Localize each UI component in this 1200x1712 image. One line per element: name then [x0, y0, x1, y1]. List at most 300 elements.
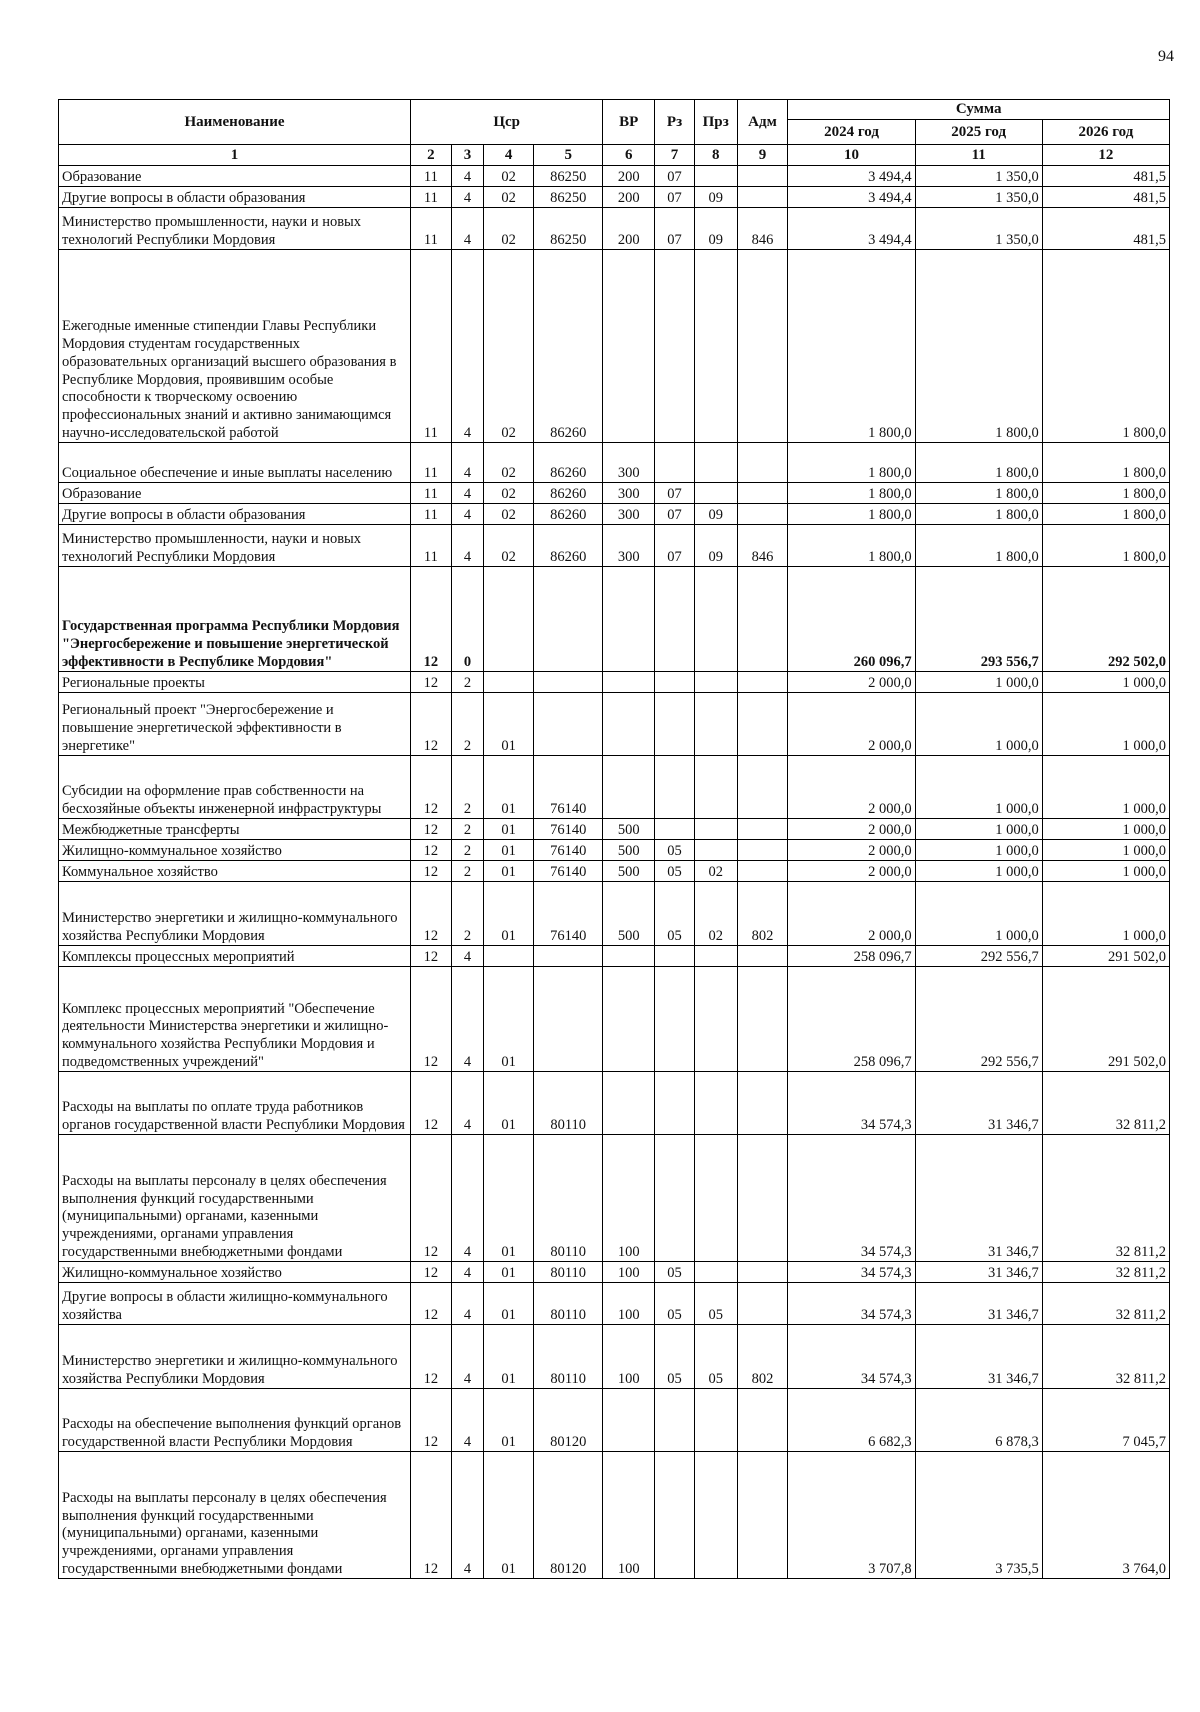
cell-prz — [694, 250, 737, 443]
cell-rz — [655, 672, 695, 693]
cell-sum-2026: 1 800,0 — [1042, 525, 1169, 567]
cell-csr-direction: 86250 — [534, 166, 603, 187]
cell-csr-group: 02 — [484, 166, 534, 187]
cell-csr-group: 01 — [484, 967, 534, 1072]
table-row — [59, 819, 1170, 840]
header-vr: ВР — [603, 100, 655, 145]
cell-csr-direction — [534, 567, 603, 672]
cell-csr-program: 11 — [411, 166, 452, 187]
cell-name: Ежегодные именные стипендии Главы Республики Мордовия студентам государственных образовательных организаций высшего образования в Республике Мордовия, проявившим особые способности к творческому освоению профессиональных знаний и активно занимающимся научно-исследовательской работой — [59, 250, 411, 443]
cell-csr-program: 11 — [411, 443, 452, 483]
cell-prz — [694, 946, 737, 967]
cell-csr-program: 12 — [411, 1452, 452, 1579]
cell-csr-direction: 86250 — [534, 208, 603, 250]
cell-csr-group: 01 — [484, 1452, 534, 1579]
cell-sum-2025: 1 800,0 — [915, 443, 1042, 483]
cell-csr-group: 02 — [484, 504, 534, 525]
cell-csr-program: 11 — [411, 483, 452, 504]
cell-prz: 02 — [694, 882, 737, 946]
cell-sum-2026: 291 502,0 — [1042, 967, 1169, 1072]
cell-sum-2026: 32 811,2 — [1042, 1262, 1169, 1283]
cell-sum-2025: 292 556,7 — [915, 967, 1042, 1072]
col-num-11: 11 — [915, 145, 1042, 166]
table-row — [59, 504, 1170, 525]
cell-sum-2025: 1 350,0 — [915, 187, 1042, 208]
cell-csr-type: 2 — [451, 819, 484, 840]
cell-rz: 07 — [655, 208, 695, 250]
cell-csr-direction: 86250 — [534, 187, 603, 208]
cell-sum-2025: 1 000,0 — [915, 840, 1042, 861]
cell-adm — [737, 567, 788, 672]
cell-csr-type: 4 — [451, 483, 484, 504]
cell-vr: 200 — [603, 166, 655, 187]
cell-vr — [603, 693, 655, 756]
cell-sum-2026: 1 800,0 — [1042, 483, 1169, 504]
cell-rz: 05 — [655, 1325, 695, 1389]
cell-adm — [737, 693, 788, 756]
cell-sum-2024: 2 000,0 — [788, 756, 915, 819]
cell-csr-direction: 80110 — [534, 1135, 603, 1262]
cell-sum-2025: 31 346,7 — [915, 1072, 1042, 1135]
cell-sum-2026: 1 800,0 — [1042, 504, 1169, 525]
cell-sum-2024: 2 000,0 — [788, 693, 915, 756]
cell-prz — [694, 1135, 737, 1262]
cell-adm — [737, 840, 788, 861]
table-row — [59, 693, 1170, 756]
cell-csr-direction: 86260 — [534, 525, 603, 567]
cell-csr-type: 4 — [451, 1072, 484, 1135]
cell-sum-2024: 34 574,3 — [788, 1262, 915, 1283]
cell-sum-2024: 260 096,7 — [788, 567, 915, 672]
table-row — [59, 882, 1170, 946]
page-number: 94 — [1158, 48, 1174, 65]
cell-name: Другие вопросы в области жилищно-коммунального хозяйства — [59, 1283, 411, 1325]
cell-sum-2025: 293 556,7 — [915, 567, 1042, 672]
cell-adm — [737, 166, 788, 187]
table-row — [59, 208, 1170, 250]
cell-sum-2025: 1 000,0 — [915, 882, 1042, 946]
cell-vr — [603, 1389, 655, 1452]
cell-csr-direction: 86260 — [534, 443, 603, 483]
cell-adm — [737, 861, 788, 882]
cell-rz — [655, 693, 695, 756]
cell-csr-program: 12 — [411, 1135, 452, 1262]
cell-csr-type: 4 — [451, 1262, 484, 1283]
cell-adm — [737, 1135, 788, 1262]
cell-csr-group — [484, 672, 534, 693]
cell-rz: 05 — [655, 1262, 695, 1283]
cell-csr-direction: 80110 — [534, 1262, 603, 1283]
budget-table — [58, 99, 1170, 1579]
cell-prz — [694, 672, 737, 693]
cell-sum-2024: 1 800,0 — [788, 443, 915, 483]
cell-sum-2024: 3 494,4 — [788, 208, 915, 250]
cell-adm — [737, 819, 788, 840]
cell-adm — [737, 1389, 788, 1452]
cell-adm — [737, 1283, 788, 1325]
cell-csr-type: 4 — [451, 166, 484, 187]
cell-vr: 100 — [603, 1283, 655, 1325]
cell-csr-group: 01 — [484, 1283, 534, 1325]
cell-name: Субсидии на оформление прав собственности на бесхозяйные объекты инженерной инфраструктуры — [59, 756, 411, 819]
cell-csr-program: 11 — [411, 208, 452, 250]
cell-sum-2026: 292 502,0 — [1042, 567, 1169, 672]
cell-name: Жилищно-коммунальное хозяйство — [59, 840, 411, 861]
cell-sum-2026: 1 000,0 — [1042, 672, 1169, 693]
cell-csr-group: 02 — [484, 208, 534, 250]
cell-sum-2024: 3 707,8 — [788, 1452, 915, 1579]
cell-adm — [737, 187, 788, 208]
cell-csr-type: 2 — [451, 882, 484, 946]
cell-name: Региональный проект "Энергосбережение и повышение энергетической эффективности в энергетике" — [59, 693, 411, 756]
cell-sum-2026: 1 800,0 — [1042, 443, 1169, 483]
col-num-10: 10 — [788, 145, 915, 166]
cell-csr-group: 02 — [484, 187, 534, 208]
cell-csr-group: 01 — [484, 882, 534, 946]
table-row — [59, 250, 1170, 443]
table-row — [59, 443, 1170, 483]
cell-sum-2025: 1 000,0 — [915, 756, 1042, 819]
cell-sum-2026: 1 800,0 — [1042, 250, 1169, 443]
cell-name: Расходы на выплаты персоналу в целях обеспечения выполнения функций государственными (муниципальными) органами, казенными учреждениями, органами управления государственными внебюджетными фондами — [59, 1452, 411, 1579]
cell-csr-type: 4 — [451, 967, 484, 1072]
cell-name: Региональные проекты — [59, 672, 411, 693]
cell-csr-direction: 80120 — [534, 1389, 603, 1452]
cell-sum-2025: 1 000,0 — [915, 672, 1042, 693]
cell-rz: 05 — [655, 882, 695, 946]
cell-csr-program: 12 — [411, 1262, 452, 1283]
cell-csr-type: 4 — [451, 443, 484, 483]
cell-rz — [655, 443, 695, 483]
cell-name: Другие вопросы в области образования — [59, 187, 411, 208]
table-row — [59, 967, 1170, 1072]
table-row — [59, 166, 1170, 187]
cell-csr-program: 12 — [411, 693, 452, 756]
cell-sum-2025: 292 556,7 — [915, 946, 1042, 967]
cell-rz — [655, 1135, 695, 1262]
cell-prz: 05 — [694, 1325, 737, 1389]
cell-csr-direction: 80110 — [534, 1325, 603, 1389]
cell-vr — [603, 250, 655, 443]
cell-csr-type: 4 — [451, 946, 484, 967]
cell-prz — [694, 443, 737, 483]
col-num-12: 12 — [1042, 145, 1169, 166]
cell-prz — [694, 1072, 737, 1135]
col-num-8: 8 — [694, 145, 737, 166]
cell-csr-direction: 86260 — [534, 250, 603, 443]
cell-sum-2024: 34 574,3 — [788, 1283, 915, 1325]
table-row — [59, 1325, 1170, 1389]
cell-sum-2024: 2 000,0 — [788, 882, 915, 946]
cell-sum-2024: 3 494,4 — [788, 187, 915, 208]
cell-sum-2024: 1 800,0 — [788, 525, 915, 567]
cell-csr-direction — [534, 967, 603, 1072]
header-name: Наименование — [59, 100, 411, 145]
cell-sum-2024: 2 000,0 — [788, 861, 915, 882]
col-num-1: 1 — [59, 145, 411, 166]
table-row — [59, 756, 1170, 819]
cell-prz: 05 — [694, 1283, 737, 1325]
cell-vr: 300 — [603, 525, 655, 567]
cell-name: Министерство промышленности, науки и новых технологий Республики Мордовия — [59, 525, 411, 567]
cell-vr: 100 — [603, 1452, 655, 1579]
header-adm: Адм — [737, 100, 788, 145]
cell-sum-2025: 6 878,3 — [915, 1389, 1042, 1452]
cell-csr-type: 4 — [451, 1452, 484, 1579]
col-num-4: 4 — [484, 145, 534, 166]
cell-csr-direction: 76140 — [534, 861, 603, 882]
cell-prz — [694, 840, 737, 861]
cell-adm — [737, 756, 788, 819]
cell-csr-group: 01 — [484, 693, 534, 756]
cell-name: Другие вопросы в области образования — [59, 504, 411, 525]
cell-csr-program: 12 — [411, 861, 452, 882]
header-2026: 2026 год — [1042, 120, 1169, 145]
cell-sum-2025: 1 350,0 — [915, 208, 1042, 250]
cell-sum-2024: 2 000,0 — [788, 840, 915, 861]
cell-sum-2026: 1 000,0 — [1042, 693, 1169, 756]
cell-name: Межбюджетные трансферты — [59, 819, 411, 840]
cell-prz — [694, 567, 737, 672]
cell-sum-2024: 2 000,0 — [788, 819, 915, 840]
cell-csr-group: 02 — [484, 525, 534, 567]
cell-csr-program: 12 — [411, 946, 452, 967]
cell-rz — [655, 967, 695, 1072]
cell-prz — [694, 756, 737, 819]
cell-csr-group — [484, 567, 534, 672]
cell-vr: 500 — [603, 882, 655, 946]
cell-rz — [655, 946, 695, 967]
cell-name: Государственная программа Республики Мордовия "Энергосбережение и повышение энергетической эффективности в Республике Мордовия" — [59, 567, 411, 672]
cell-csr-program: 12 — [411, 1325, 452, 1389]
cell-csr-group: 01 — [484, 1389, 534, 1452]
cell-csr-program: 12 — [411, 967, 452, 1072]
cell-vr: 500 — [603, 819, 655, 840]
cell-csr-program: 12 — [411, 882, 452, 946]
cell-sum-2025: 3 735,5 — [915, 1452, 1042, 1579]
cell-sum-2026: 32 811,2 — [1042, 1325, 1169, 1389]
table-body — [59, 166, 1170, 1579]
cell-sum-2024: 34 574,3 — [788, 1325, 915, 1389]
cell-rz: 07 — [655, 166, 695, 187]
cell-adm — [737, 443, 788, 483]
cell-sum-2024: 1 800,0 — [788, 250, 915, 443]
cell-csr-group: 02 — [484, 483, 534, 504]
cell-adm: 846 — [737, 208, 788, 250]
cell-adm — [737, 250, 788, 443]
header-2024: 2024 год — [788, 120, 915, 145]
cell-csr-program: 11 — [411, 187, 452, 208]
table-row — [59, 187, 1170, 208]
cell-csr-type: 4 — [451, 504, 484, 525]
table-row — [59, 1262, 1170, 1283]
cell-csr-group: 01 — [484, 1135, 534, 1262]
cell-adm — [737, 946, 788, 967]
cell-csr-group — [484, 946, 534, 967]
cell-csr-program: 12 — [411, 672, 452, 693]
cell-sum-2025: 1 000,0 — [915, 861, 1042, 882]
cell-sum-2026: 1 000,0 — [1042, 756, 1169, 819]
cell-csr-program: 12 — [411, 1072, 452, 1135]
cell-name: Расходы на выплаты персоналу в целях обеспечения выполнения функций государственными (муниципальными) органами, казенными учреждениями, органами управления государственными внебюджетными фондами — [59, 1135, 411, 1262]
cell-name: Жилищно-коммунальное хозяйство — [59, 1262, 411, 1283]
cell-prz — [694, 1452, 737, 1579]
cell-csr-type: 4 — [451, 250, 484, 443]
cell-csr-group: 01 — [484, 756, 534, 819]
cell-prz — [694, 166, 737, 187]
cell-prz — [694, 1262, 737, 1283]
cell-sum-2025: 31 346,7 — [915, 1325, 1042, 1389]
cell-csr-group: 01 — [484, 1262, 534, 1283]
cell-sum-2024: 2 000,0 — [788, 672, 915, 693]
cell-rz — [655, 567, 695, 672]
header-prz: Прз — [694, 100, 737, 145]
cell-sum-2024: 6 682,3 — [788, 1389, 915, 1452]
cell-vr — [603, 967, 655, 1072]
cell-csr-type: 2 — [451, 840, 484, 861]
cell-adm — [737, 1452, 788, 1579]
cell-rz — [655, 756, 695, 819]
cell-name: Социальное обеспечение и иные выплаты населению — [59, 443, 411, 483]
col-num-6: 6 — [603, 145, 655, 166]
cell-sum-2024: 34 574,3 — [788, 1072, 915, 1135]
cell-csr-program: 11 — [411, 504, 452, 525]
cell-csr-program: 12 — [411, 1283, 452, 1325]
cell-sum-2026: 1 000,0 — [1042, 819, 1169, 840]
col-num-2: 2 — [411, 145, 452, 166]
cell-csr-type: 0 — [451, 567, 484, 672]
cell-prz — [694, 483, 737, 504]
cell-rz: 05 — [655, 840, 695, 861]
cell-csr-type: 4 — [451, 1135, 484, 1262]
cell-csr-group: 01 — [484, 840, 534, 861]
cell-name: Расходы на выплаты по оплате труда работников органов государственной власти Республики Мордовия — [59, 1072, 411, 1135]
cell-rz: 07 — [655, 525, 695, 567]
table-row — [59, 1389, 1170, 1452]
cell-vr — [603, 756, 655, 819]
cell-sum-2025: 1 800,0 — [915, 483, 1042, 504]
cell-vr: 100 — [603, 1325, 655, 1389]
table-row — [59, 567, 1170, 672]
cell-name: Министерство энергетики и жилищно-коммунального хозяйства Республики Мордовия — [59, 882, 411, 946]
cell-name: Министерство энергетики и жилищно-коммунального хозяйства Республики Мордовия — [59, 1325, 411, 1389]
cell-sum-2024: 1 800,0 — [788, 483, 915, 504]
cell-csr-direction: 76140 — [534, 840, 603, 861]
cell-adm — [737, 504, 788, 525]
table-row — [59, 1072, 1170, 1135]
cell-sum-2026: 32 811,2 — [1042, 1135, 1169, 1262]
cell-sum-2025: 31 346,7 — [915, 1283, 1042, 1325]
cell-vr: 500 — [603, 861, 655, 882]
cell-rz: 07 — [655, 504, 695, 525]
cell-sum-2024: 3 494,4 — [788, 166, 915, 187]
col-num-5: 5 — [534, 145, 603, 166]
cell-prz: 09 — [694, 504, 737, 525]
cell-csr-group: 02 — [484, 443, 534, 483]
cell-adm: 802 — [737, 1325, 788, 1389]
cell-rz — [655, 1452, 695, 1579]
cell-vr: 500 — [603, 840, 655, 861]
cell-csr-type: 4 — [451, 1389, 484, 1452]
cell-vr — [603, 672, 655, 693]
col-num-9: 9 — [737, 145, 788, 166]
header-csr: Цср — [411, 100, 603, 145]
cell-vr: 300 — [603, 483, 655, 504]
cell-prz — [694, 1389, 737, 1452]
table-row — [59, 672, 1170, 693]
cell-csr-group: 02 — [484, 250, 534, 443]
table-row — [59, 525, 1170, 567]
cell-csr-type: 2 — [451, 861, 484, 882]
cell-sum-2025: 31 346,7 — [915, 1262, 1042, 1283]
cell-sum-2024: 34 574,3 — [788, 1135, 915, 1262]
cell-rz — [655, 250, 695, 443]
cell-rz: 07 — [655, 187, 695, 208]
cell-csr-type: 4 — [451, 208, 484, 250]
cell-csr-group: 01 — [484, 861, 534, 882]
header-2025: 2025 год — [915, 120, 1042, 145]
cell-adm — [737, 967, 788, 1072]
cell-sum-2024: 258 096,7 — [788, 946, 915, 967]
cell-sum-2026: 32 811,2 — [1042, 1072, 1169, 1135]
cell-vr — [603, 946, 655, 967]
cell-csr-direction — [534, 946, 603, 967]
cell-csr-direction: 80110 — [534, 1283, 603, 1325]
cell-csr-direction: 86260 — [534, 504, 603, 525]
cell-sum-2025: 1 800,0 — [915, 525, 1042, 567]
table-row — [59, 861, 1170, 882]
cell-csr-program: 11 — [411, 525, 452, 567]
cell-csr-group: 01 — [484, 819, 534, 840]
table-row — [59, 1135, 1170, 1262]
header-rz: Рз — [655, 100, 695, 145]
cell-csr-program: 12 — [411, 840, 452, 861]
cell-sum-2025: 31 346,7 — [915, 1135, 1042, 1262]
cell-sum-2024: 258 096,7 — [788, 967, 915, 1072]
cell-csr-group: 01 — [484, 1325, 534, 1389]
cell-csr-direction — [534, 672, 603, 693]
cell-csr-group: 01 — [484, 1072, 534, 1135]
cell-csr-direction: 80120 — [534, 1452, 603, 1579]
cell-rz — [655, 819, 695, 840]
cell-sum-2025: 1 800,0 — [915, 504, 1042, 525]
cell-prz: 02 — [694, 861, 737, 882]
cell-name: Комплекс процессных мероприятий "Обеспечение деятельности Министерства энергетики и жилищно-коммунального хозяйства Республики Мордовия и подведомственных учреждений" — [59, 967, 411, 1072]
cell-csr-type: 4 — [451, 525, 484, 567]
cell-sum-2025: 1 350,0 — [915, 166, 1042, 187]
cell-name: Образование — [59, 483, 411, 504]
cell-adm — [737, 1262, 788, 1283]
col-num-3: 3 — [451, 145, 484, 166]
cell-csr-direction: 76140 — [534, 756, 603, 819]
cell-sum-2025: 1 000,0 — [915, 819, 1042, 840]
cell-csr-direction: 80110 — [534, 1072, 603, 1135]
cell-vr: 200 — [603, 187, 655, 208]
cell-vr: 100 — [603, 1262, 655, 1283]
cell-adm: 802 — [737, 882, 788, 946]
cell-csr-program: 12 — [411, 756, 452, 819]
table-row — [59, 840, 1170, 861]
cell-prz — [694, 967, 737, 1072]
cell-sum-2025: 1 800,0 — [915, 250, 1042, 443]
cell-rz: 05 — [655, 1283, 695, 1325]
cell-prz: 09 — [694, 187, 737, 208]
cell-sum-2026: 481,5 — [1042, 208, 1169, 250]
cell-csr-program: 11 — [411, 250, 452, 443]
table-row — [59, 946, 1170, 967]
cell-rz: 05 — [655, 861, 695, 882]
cell-sum-2026: 481,5 — [1042, 187, 1169, 208]
